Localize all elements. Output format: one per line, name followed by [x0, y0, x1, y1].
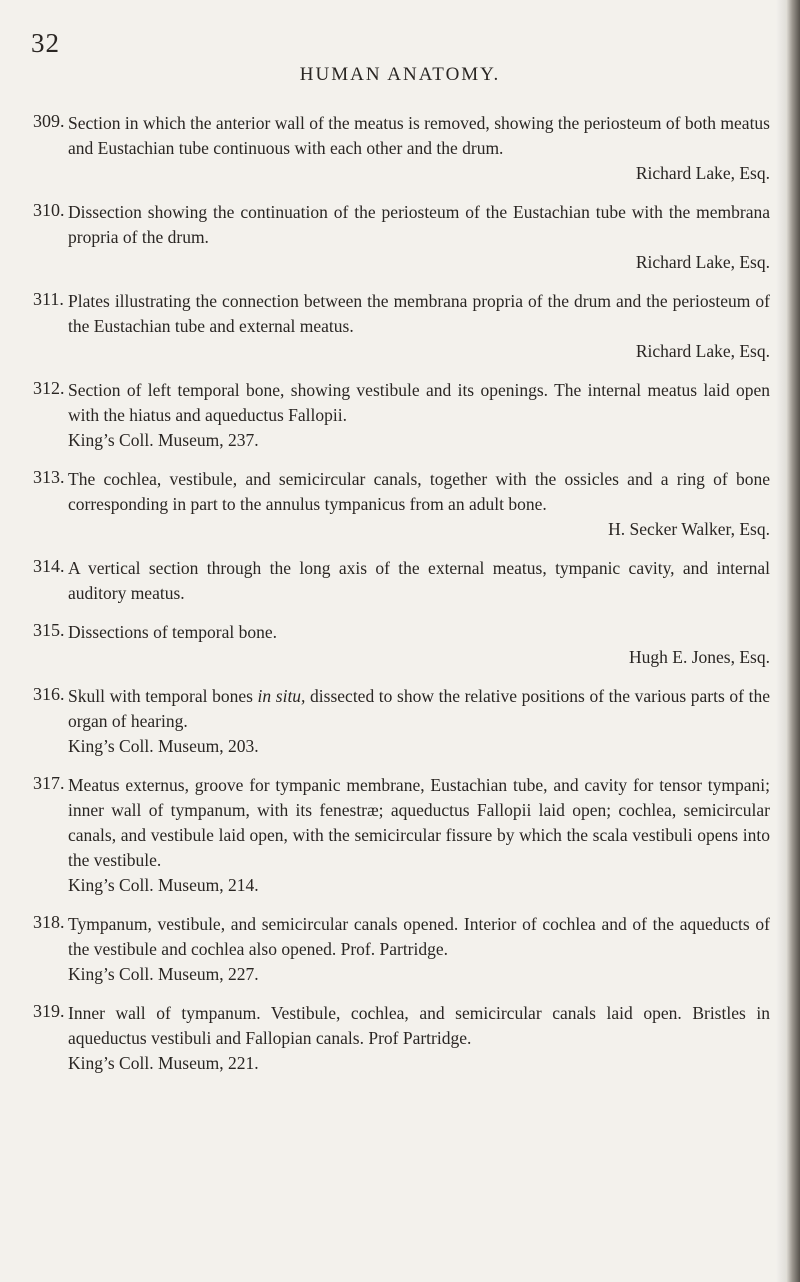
catalogue-entry [33, 620, 770, 670]
entry-attribution: Richard Lake, Esq. [635, 252, 770, 272]
entry-number: 309. [33, 111, 65, 131]
entry-text-segment: dissected to show the relative positions of the various parts of the organ of hearing. [68, 686, 770, 731]
entry-number: 316. [33, 684, 65, 704]
entry-number: 319. [33, 1001, 65, 1021]
entry-description: Inner wall of tympanum. Vestibule, cochlea, and semicircular canals laid open. Bristles in aqueductus vestibuli and Fallopian canals. Prof Partridge. [68, 1003, 770, 1048]
entry-number: 315. [33, 620, 65, 640]
running-head: HUMAN ANATOMY. [299, 64, 501, 85]
entry-text-segment: Skull with temporal bones [68, 686, 258, 706]
entry-attribution: King’s Coll. Museum, 227. [68, 964, 259, 984]
entry-number: 312. [33, 378, 65, 398]
catalogue-entries [33, 111, 770, 1090]
entry-description: Section of left temporal bone, showing vestibule and its openings. The internal meatus laid open with the hiatus and aqueductus Fallopii. [68, 380, 770, 425]
entry-attribution: King’s Coll. Museum, 237. [68, 430, 259, 450]
entry-number: 310. [33, 200, 65, 220]
entry-description: Section in which the anterior wall of the meatus is removed, showing the periosteum of both meatus and Eustachian tube continuous with each other and the drum. [68, 113, 770, 158]
catalogue-entry [33, 289, 770, 364]
entry-description: Meatus externus, groove for tympanic membrane, Eustachian tube, and cavity for tensor tympani; inner wall of tympanum, with its fenestræ; aqueductus Fallopii laid open; cochlea, semicircular canals, and vestibule laid open, with the semicircular fissure by which the scala vestibuli opens into the vestibule. [68, 775, 770, 870]
entry-number: 314. [33, 556, 65, 576]
entry-description [68, 684, 770, 734]
entry-attribution: Hugh E. Jones, Esq. [629, 647, 770, 667]
page-number: 32 [31, 28, 60, 58]
catalogue-entry [33, 556, 770, 606]
entry-number: 318. [33, 912, 65, 932]
entry-number: 317. [33, 773, 65, 793]
entry-attribution: Richard Lake, Esq. [635, 341, 770, 361]
entry-attribution: King’s Coll. Museum, 214. [68, 875, 259, 895]
entry-description: Tympanum, vestibule, and semicircular canals opened. Interior of cochlea and of the aqueducts of the vestibule and cochlea also opened. Prof. Partridge. [68, 914, 770, 959]
entry-number: 313. [33, 467, 65, 487]
catalogue-entry [33, 1001, 770, 1076]
catalogue-entry [33, 684, 770, 759]
entry-description: Dissections of temporal bone. [68, 622, 277, 642]
entry-attribution: King’s Coll. Museum, 203. [68, 736, 259, 756]
entry-attribution: Richard Lake, Esq. [635, 163, 770, 183]
catalogue-entry [33, 111, 770, 186]
entry-description: Dissection showing the continuation of the periosteum of the Eustachian tube with the membrana propria of the drum. [68, 202, 770, 247]
page-binding-edge [786, 0, 800, 1282]
entry-description: A vertical section through the long axis of the external meatus, tympanic cavity, and internal auditory meatus. [68, 558, 770, 603]
entry-attribution: King’s Coll. Museum, 221. [68, 1053, 259, 1073]
catalogue-entry [33, 773, 770, 898]
catalogue-entry [33, 467, 770, 542]
catalogue-entry [33, 912, 770, 987]
catalogue-entry [33, 378, 770, 453]
italic-term: in situ, [257, 686, 306, 706]
entry-number: 311. [33, 289, 64, 309]
catalogue-entry [33, 200, 770, 275]
binding-shadow [776, 0, 786, 1282]
entry-attribution: H. Secker Walker, Esq. [608, 519, 770, 539]
entry-description: Plates illustrating the connection between the membrana propria of the drum and the periosteum of the Eustachian tube and external meatus. [68, 291, 770, 336]
entry-description: The cochlea, vestibule, and semicircular canals, together with the ossicles and a ring of bone corresponding in part to the annulus tympanicus from an adult bone. [68, 469, 770, 514]
